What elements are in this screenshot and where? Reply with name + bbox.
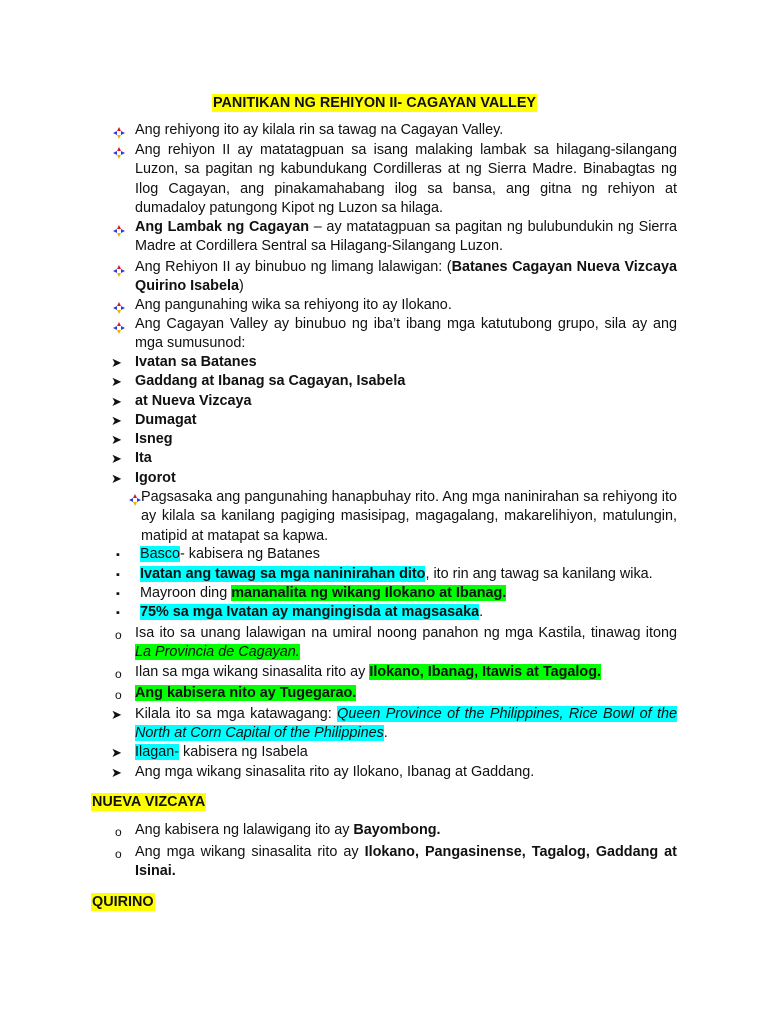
list-item: [135, 843, 677, 882]
arrowhead-icon: ➤: [111, 374, 122, 389]
list-item: [135, 705, 677, 744]
diamond-bullet-icon: [113, 298, 125, 317]
section-heading-quirino: QUIRINO: [92, 894, 154, 910]
bold-term: Batanes Cagayan Nueva Vizcaya Quirino Isabela: [135, 259, 677, 295]
arrowhead-icon: ➤: [111, 432, 122, 447]
arrowhead-icon: ➤: [111, 355, 122, 370]
list-item: [135, 258, 677, 297]
list-item-text: Isa ito sa unang lalawigan na umiral noong panahon ng mga Kastila, tinawag itong: [135, 625, 677, 641]
arrowhead-icon: ➤: [111, 471, 122, 486]
group-item: Igorot: [135, 470, 176, 486]
list-item: [135, 821, 677, 840]
list-item-text: - kabisera ng Batanes: [180, 546, 320, 562]
bold-term: Ilokano, Pangasinense, Tagalog, Gaddang at Isinai.: [135, 844, 677, 880]
circle-bullet-icon: o: [115, 825, 122, 839]
arrowhead-icon: ➤: [111, 413, 122, 428]
list-item: Pagsasaka ang pangunahing hanapbuhay rito. Ang mga naninirahan sa rehiyong ito ay kilala sa kanilang pagiging masisipag, magagalang, makarelihiyon, matulungin, matipid at matapat sa kapwa.: [141, 489, 677, 544]
square-bullet-icon: ▪: [116, 569, 120, 581]
list-item-text: Kilala ito sa mga katawagang:: [135, 706, 338, 722]
list-item: [135, 684, 677, 703]
diamond-bullet-icon: [113, 318, 125, 337]
page-title: PANITIKAN NG REHIYON II- CAGAYAN VALLEY: [213, 95, 537, 111]
highlighted-text: Ivatan ang tawag sa mga naninirahan dito: [140, 566, 426, 582]
arrowhead-icon: ➤: [111, 745, 122, 760]
group-item: at Nueva Vizcaya: [135, 393, 252, 409]
highlighted-text: Ilokano, Ibanag, Itawis at Tagalog.: [369, 664, 601, 680]
diamond-bullet-icon: [113, 143, 125, 162]
highlighted-text: Ang kabisera nito ay Tugegarao.: [135, 685, 357, 701]
list-item-text: Mayroon ding: [140, 585, 232, 601]
diamond-bullet-icon: [113, 221, 125, 240]
group-item: Ivatan sa Batanes: [135, 354, 257, 370]
highlighted-text: La Provincia de Cagayan.: [135, 644, 300, 661]
list-item-text: Ang kabisera ng lalawigang ito ay: [135, 822, 354, 838]
square-bullet-icon: ▪: [116, 588, 120, 600]
circle-bullet-icon: o: [115, 667, 122, 681]
arrowhead-icon: ➤: [111, 765, 122, 780]
highlighted-text: Basco: [140, 546, 180, 562]
bold-term: Bayombong.: [353, 822, 441, 838]
circle-bullet-icon: o: [115, 688, 122, 702]
list-item: Ang pangunahing wika sa rehiyong ito ay Ilokano.: [135, 297, 452, 313]
list-item-text: Ilan sa mga wikang sinasalita rito ay: [135, 664, 370, 680]
list-item: [135, 743, 677, 762]
list-item: Ang mga wikang sinasalita rito ay Ilokano, Ibanag at Gaddang.: [135, 764, 535, 780]
list-item-text: .: [479, 604, 484, 620]
group-item: Isneg: [135, 431, 173, 447]
highlighted-text: Ilagan-: [135, 744, 180, 760]
list-item: [135, 624, 677, 663]
list-item-text: – ay matatagpuan sa pagitan ng bulubundukin ng Sierra Madre at Cordillera Sentral sa Hilagang-Silangang Luzon.: [135, 219, 677, 255]
highlighted-text: Queen Province of the Philippines, Rice Bowl of the North at Corn Capital of the Philippines: [135, 706, 677, 742]
list-item-text: .: [383, 725, 388, 742]
list-item-text: kabisera ng Isabela: [179, 744, 308, 760]
highlighted-text: mananalita ng wikang Ilokano at Ibanag.: [231, 585, 507, 601]
list-item-text: Ang Rehiyon II ay binubuo ng limang lalawigan: (: [135, 259, 452, 275]
group-item: Dumagat: [135, 412, 197, 428]
diamond-bullet-icon: [113, 123, 125, 142]
circle-bullet-icon: o: [115, 628, 122, 642]
group-item: Ita: [135, 450, 152, 466]
arrowhead-icon: ➤: [111, 394, 122, 409]
list-item: Ang rehiyong ito ay kilala rin sa tawag na Cagayan Valley.: [135, 122, 504, 138]
list-item: [140, 545, 682, 564]
list-item: [140, 584, 682, 603]
list-item: [135, 663, 677, 682]
list-item-text: Ang mga wikang sinasalita rito ay: [135, 844, 365, 860]
list-item: [140, 565, 682, 584]
list-item: [140, 603, 682, 622]
list-item-text: ): [238, 278, 244, 295]
square-bullet-icon: ▪: [116, 607, 120, 619]
arrowhead-icon: ➤: [111, 707, 122, 722]
bold-term: Ang Lambak ng Cagayan: [135, 219, 310, 235]
diamond-bullet-icon: [113, 261, 125, 280]
square-bullet-icon: ▪: [116, 549, 120, 561]
list-item: [135, 218, 677, 257]
highlighted-text: 75% sa mga Ivatan ay mangingisda at magsasaka: [140, 604, 480, 620]
list-item-text: , ito rin ang tawag sa kanilang wika.: [425, 566, 653, 582]
group-item: Gaddang at Ibanag sa Cagayan, Isabela: [135, 373, 406, 389]
diamond-bullet-icon: [129, 490, 141, 509]
circle-bullet-icon: o: [115, 847, 122, 861]
list-item: Ang Cagayan Valley ay binubuo ng iba’t ibang mga katutubong grupo, sila ay ang mga sumusunod:: [135, 316, 677, 352]
arrowhead-icon: ➤: [111, 451, 122, 466]
section-heading-nueva-vizcaya: NUEVA VIZCAYA: [92, 794, 206, 810]
list-item: Ang rehiyon II ay matatagpuan sa isang malaking lambak sa hilagang-silangang Luzon, sa pagitan ng kabundukang Cordilleras at ng Sierra Madre. Binabagtas ng Ilog Cagayan, ang pinakamahabang ilog sa bansa, ang gitna ng rehiyon at dumadaloy patungong Kipot ng Luzon sa hilaga.: [135, 142, 677, 216]
